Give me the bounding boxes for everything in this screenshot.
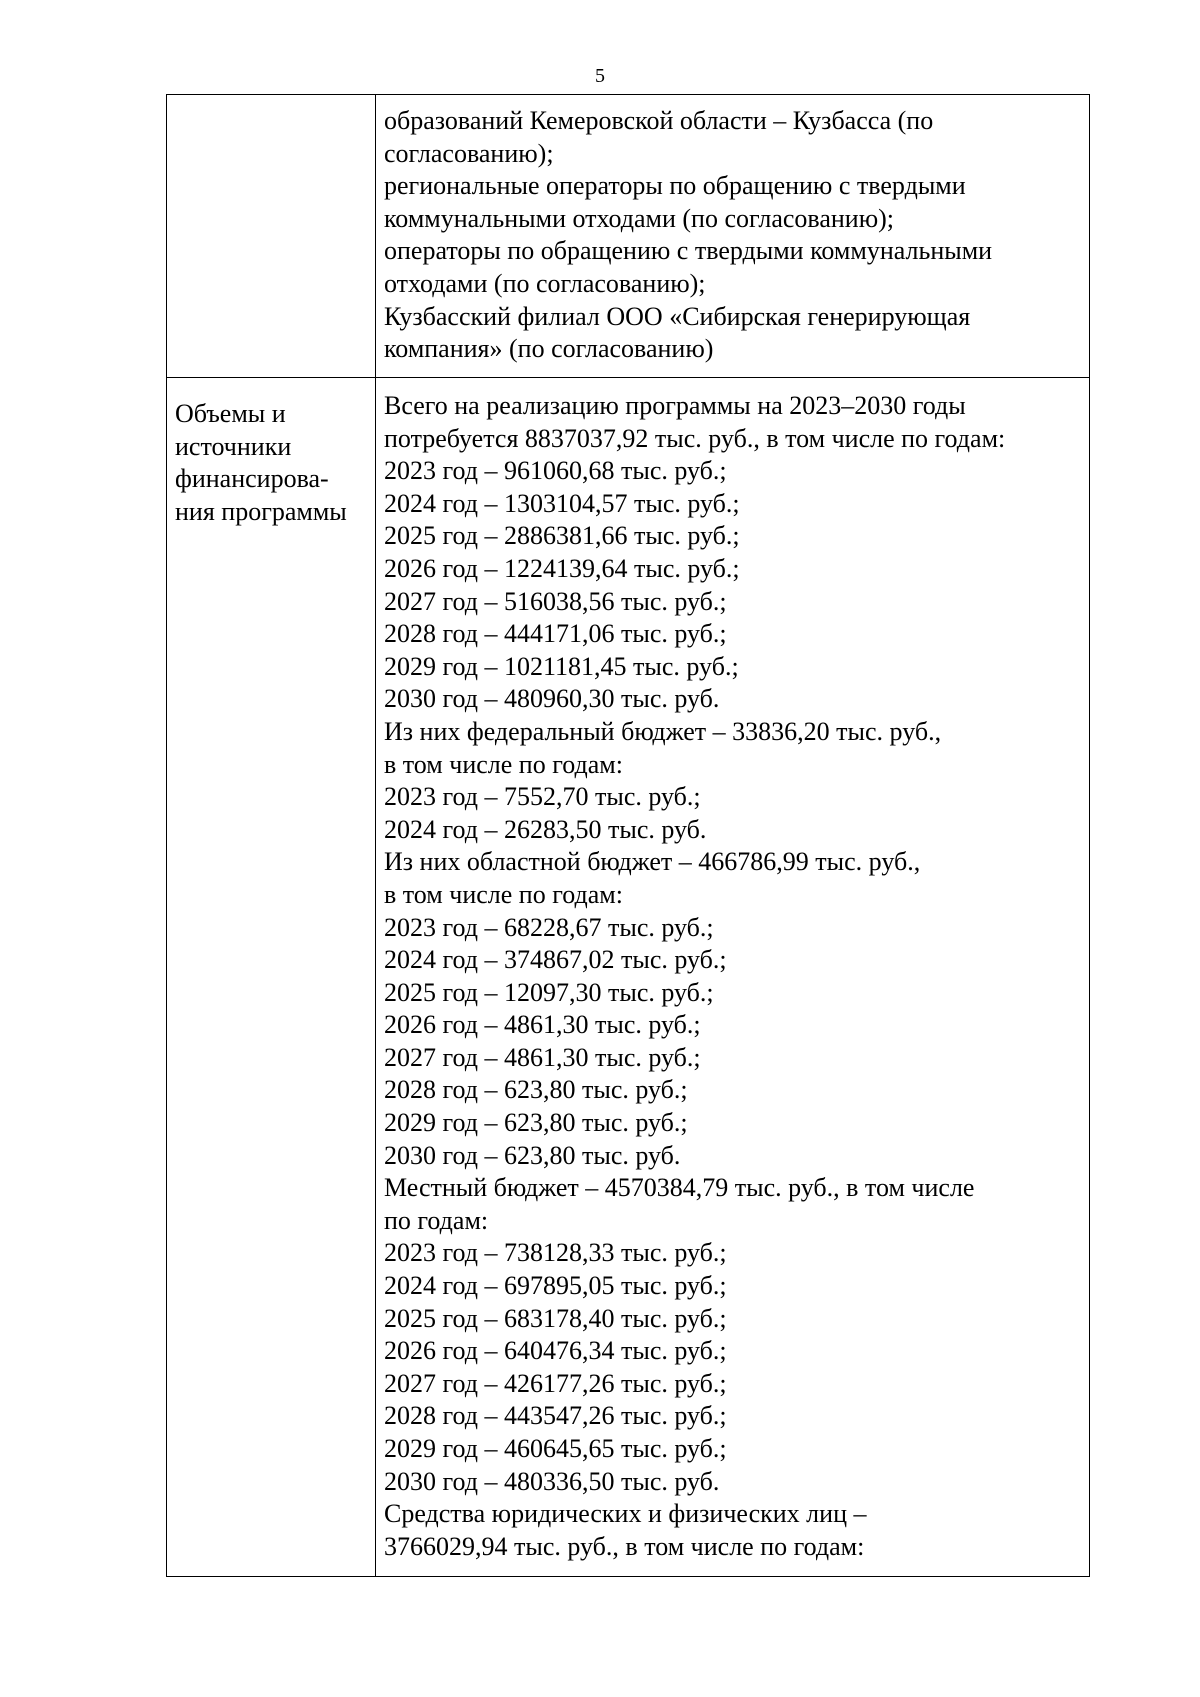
text-line: региональные операторы по обращению с твердыми [384,171,966,201]
row-label-cell [167,378,376,1577]
text-line: 2028 год – 443547,26 тыс. руб.; [384,1401,727,1431]
text-line: 2030 год – 480336,50 тыс. руб. [384,1466,720,1496]
row-content-cell [376,378,1090,1577]
text-line: 2024 год – 1303104,57 тыс. руб.; [384,488,740,518]
text-line: отходами (по согласованию); [384,268,706,298]
text-line: согласованию); [384,138,554,168]
text-line: 2027 год – 4861,30 тыс. руб.; [384,1042,701,1072]
text-line: 2023 год – 738128,33 тыс. руб.; [384,1238,727,1268]
label-line: финансирова- [175,464,329,494]
text-line: в том числе по годам: [384,879,623,909]
text-line: 2025 год – 683178,40 тыс. руб.; [384,1303,727,1333]
label-line: источники [175,431,292,461]
text-line: 2025 год – 2886381,66 тыс. руб.; [384,521,740,551]
page-number: 5 [595,65,605,87]
participants-text [376,95,1089,366]
text-line: потребуется 8837037,92 тыс. руб., в том числе по годам: [384,423,1006,453]
text-line: 2029 год – 623,80 тыс. руб.; [384,1108,688,1138]
text-line: 2028 год – 623,80 тыс. руб.; [384,1075,688,1105]
text-line: 2030 год – 623,80 тыс. руб. [384,1140,681,1170]
label-line: Объемы и [175,399,286,428]
label-line: ния программы [175,496,347,526]
text-line: 2026 год – 4861,30 тыс. руб.; [384,1010,701,1040]
financing-label [167,378,375,528]
program-passport-table [166,94,1090,1577]
text-line: 2025 год – 12097,30 тыс. руб.; [384,977,714,1007]
text-line: Местный бюджет – 4570384,79 тыс. руб., в том числе [384,1173,975,1203]
text-line: коммунальными отходами (по согласованию); [384,203,895,233]
text-line: Средства юридических и физических лиц – [384,1499,867,1529]
text-line: 2024 год – 374867,02 тыс. руб.; [384,945,727,975]
text-line: 2023 год – 7552,70 тыс. руб.; [384,782,701,812]
text-line: 2023 год – 68228,67 тыс. руб.; [384,912,714,942]
text-line: 2028 год – 444171,06 тыс. руб.; [384,619,727,649]
text-line: Всего на реализацию программы на 2023–2030 годы [384,391,966,420]
text-line: 2026 год – 1224139,64 тыс. руб.; [384,553,740,583]
row-label-cell [167,95,376,378]
row-content-cell [376,95,1090,378]
text-line: 2023 год – 961060,68 тыс. руб.; [384,456,727,486]
row-label [167,95,375,115]
text-line: по годам: [384,1205,489,1235]
text-line: компания» (по согласованию) [384,334,714,364]
text-line: Из них областной бюджет – 466786,99 тыс. руб., [384,847,921,877]
text-line: 2030 год – 480960,30 тыс. руб. [384,684,720,714]
table-row-financing [167,378,1090,1577]
text-line: 3766029,94 тыс. руб., в том числе по годам: [384,1531,865,1561]
text-line: 2029 год – 460645,65 тыс. руб.; [384,1434,727,1463]
financing-text [376,378,1089,1563]
text-line: 2026 год – 640476,34 тыс. руб.; [384,1336,727,1366]
text-line: 2024 год – 697895,05 тыс. руб.; [384,1271,727,1301]
text-line: операторы по обращению с твердыми коммунальными [384,236,993,266]
table-row-participants [167,95,1090,378]
text-line: 2027 год – 516038,56 тыс. руб.; [384,586,727,616]
text-line: в том числе по годам: [384,749,623,779]
text-line: 2027 год – 426177,26 тыс. руб.; [384,1368,727,1398]
text-line: 2029 год – 1021181,45 тыс. руб.; [384,651,739,681]
text-line: Из них федеральный бюджет – 33836,20 тыс. руб., [384,716,942,746]
text-line: образований Кемеровской области – Кузбасса (по [384,106,934,135]
text-line: Кузбасский филиал ООО «Сибирская генерирующая [384,301,971,331]
text-line: 2024 год – 26283,50 тыс. руб. [384,814,707,844]
